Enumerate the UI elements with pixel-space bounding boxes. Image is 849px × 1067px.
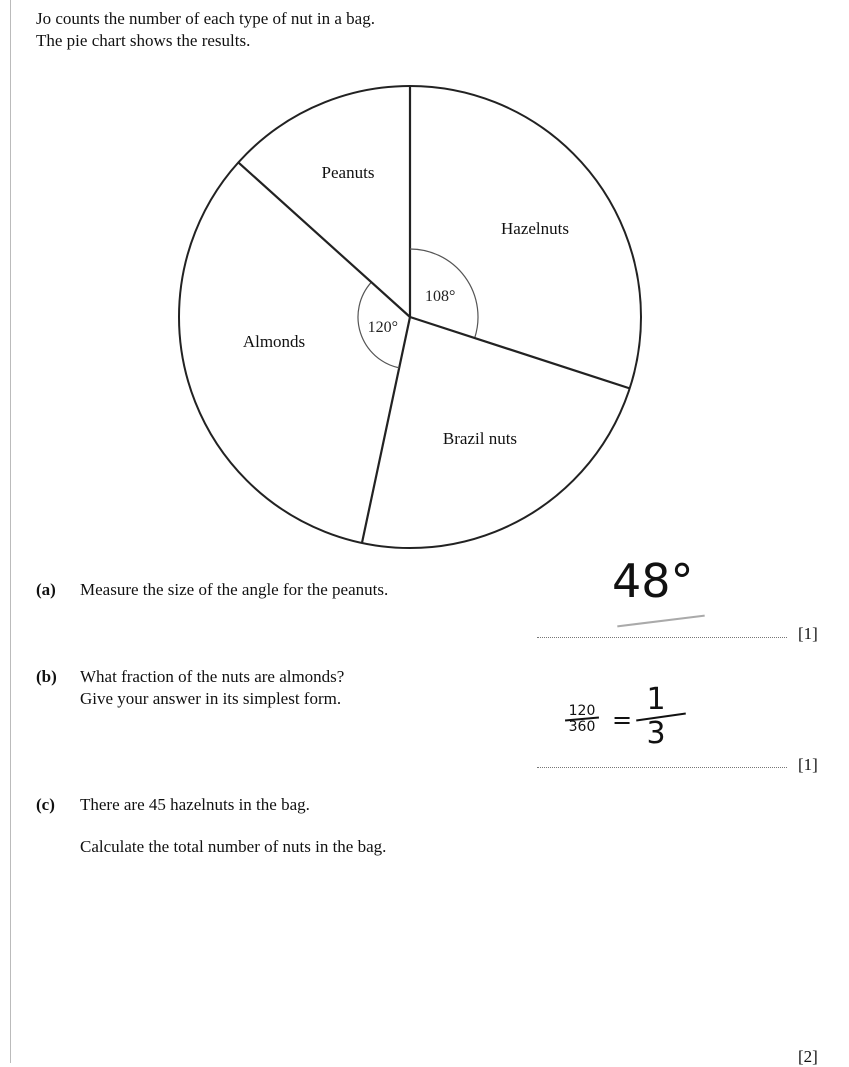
slice-boundary-brazil-nuts	[410, 317, 630, 388]
answer-a-line[interactable]	[537, 637, 787, 638]
working-denominator: 360	[568, 719, 596, 735]
answer-a-handwritten: 48°	[612, 554, 694, 608]
question-a-text: Measure the size of the angle for the peanuts.	[80, 580, 389, 599]
angle-label-hazelnuts: 108°	[425, 288, 456, 306]
answer-b-equals: =	[612, 706, 633, 734]
question-b-number: (b)	[36, 667, 57, 686]
answer-numerator: 1	[646, 682, 666, 717]
working-numerator: 120	[568, 703, 596, 719]
answer-denominator: 3	[646, 716, 666, 751]
slice-label-hazelnuts: Hazelnuts	[501, 219, 569, 238]
slice-boundary-almonds	[362, 317, 410, 543]
intro-line-2: The pie chart shows the results.	[36, 31, 251, 50]
answer-b-line[interactable]	[537, 767, 787, 768]
question-c-number: (c)	[36, 795, 55, 814]
question-b-line-2: Give your answer in its simplest form.	[80, 689, 342, 708]
answer-a-underline	[617, 615, 705, 628]
angle-label-almonds: 120°	[367, 318, 399, 336]
question-c-line-1: There are 45 hazelnuts in the bag.	[80, 795, 310, 814]
slice-boundary-peanuts	[238, 162, 410, 317]
intro-line-1: Jo counts the number of each type of nut in a bag.	[36, 9, 375, 28]
question-c-line-2: Calculate the total number of nuts in the bag.	[80, 837, 387, 856]
question-a-number: (a)	[36, 580, 56, 599]
question-c-marks: [2]	[798, 1047, 818, 1066]
slice-label-almonds: Almonds	[242, 332, 306, 351]
slice-label-brazil-nuts: Brazil nuts	[442, 429, 518, 448]
question-a-marks: [1]	[798, 624, 818, 643]
answer-b-fraction	[636, 684, 676, 750]
slice-label-peanuts: Peanuts	[321, 163, 375, 182]
question-b-line-1: What fraction of the nuts are almonds?	[80, 667, 345, 686]
question-b-marks: [1]	[798, 755, 818, 774]
answer-b-working-fraction	[565, 704, 599, 734]
